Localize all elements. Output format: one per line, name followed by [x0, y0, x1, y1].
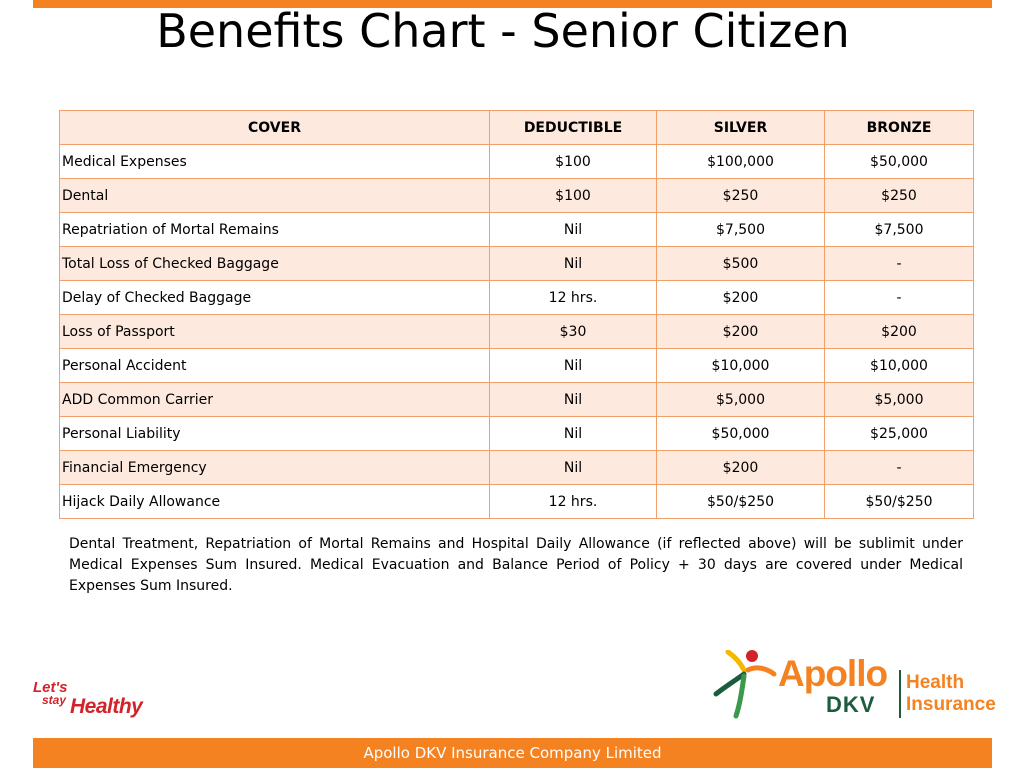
cell-silver: $100,000 — [657, 145, 825, 179]
cell-silver: $200 — [657, 281, 825, 315]
cell-deductible: Nil — [490, 213, 657, 247]
brand-insurance: Insurance — [906, 694, 996, 715]
cell-silver: $5,000 — [657, 383, 825, 417]
cell-bronze: $7,500 — [825, 213, 974, 247]
apollo-dkv-logo — [712, 650, 997, 725]
table-row — [60, 315, 974, 349]
header-deductible: DEDUCTIBLE — [490, 111, 657, 145]
cell-cover: Repatriation of Mortal Remains — [60, 213, 490, 247]
cell-deductible: $30 — [490, 315, 657, 349]
cell-bronze: $200 — [825, 315, 974, 349]
page-title: Benefits Chart - Senior Citizen — [156, 4, 850, 58]
cell-deductible: Nil — [490, 451, 657, 485]
header-silver: SILVER — [657, 111, 825, 145]
cell-bronze: $25,000 — [825, 417, 974, 451]
footer-bar — [33, 738, 992, 768]
brand-apollo: Apollo — [778, 653, 888, 694]
cell-cover: Personal Accident — [60, 349, 490, 383]
cell-deductible: $100 — [490, 179, 657, 213]
logo-divider — [899, 670, 901, 718]
table-row — [60, 383, 974, 417]
cell-cover: Personal Liability — [60, 417, 490, 451]
cell-bronze: $250 — [825, 179, 974, 213]
cell-cover: ADD Common Carrier — [60, 383, 490, 417]
benefits-table-container — [59, 110, 973, 519]
cell-bronze: - — [825, 451, 974, 485]
brand-health: Health — [906, 672, 965, 693]
table-row — [60, 281, 974, 315]
tagline-healthy: Healthy — [70, 695, 143, 718]
cell-cover: Total Loss of Checked Baggage — [60, 247, 490, 281]
cell-silver: $10,000 — [657, 349, 825, 383]
table-row — [60, 247, 974, 281]
cell-bronze: $5,000 — [825, 383, 974, 417]
cell-silver: $500 — [657, 247, 825, 281]
cell-bronze: $50,000 — [825, 145, 974, 179]
tagline-stay: stay — [42, 693, 67, 707]
cell-cover: Loss of Passport — [60, 315, 490, 349]
cell-silver: $200 — [657, 315, 825, 349]
cell-silver: $50,000 — [657, 417, 825, 451]
cell-deductible: 12 hrs. — [490, 485, 657, 519]
cell-cover: Medical Expenses — [60, 145, 490, 179]
footer-company-name: Apollo DKV Insurance Company Limited — [363, 744, 662, 762]
cell-deductible: $100 — [490, 145, 657, 179]
table-row — [60, 145, 974, 179]
cell-cover: Hijack Daily Allowance — [60, 485, 490, 519]
tagline-lets: Let's — [33, 679, 68, 696]
brand-dkv: DKV — [826, 692, 876, 717]
cell-bronze: - — [825, 281, 974, 315]
cell-bronze: - — [825, 247, 974, 281]
cell-deductible: Nil — [490, 247, 657, 281]
cell-bronze: $10,000 — [825, 349, 974, 383]
table-header-row — [60, 111, 974, 145]
cell-silver: $7,500 — [657, 213, 825, 247]
table-row — [60, 417, 974, 451]
cell-cover: Dental — [60, 179, 490, 213]
cell-cover: Financial Emergency — [60, 451, 490, 485]
table-row — [60, 451, 974, 485]
cell-silver: $250 — [657, 179, 825, 213]
cell-cover: Delay of Checked Baggage — [60, 281, 490, 315]
cell-deductible: 12 hrs. — [490, 281, 657, 315]
table-row — [60, 485, 974, 519]
cell-silver: $200 — [657, 451, 825, 485]
header-bronze: BRONZE — [825, 111, 974, 145]
table-row — [60, 213, 974, 247]
table-row — [60, 349, 974, 383]
benefits-table — [59, 110, 974, 519]
table-row — [60, 179, 974, 213]
cell-deductible: Nil — [490, 349, 657, 383]
cell-bronze: $50/$250 — [825, 485, 974, 519]
sublimit-note: Dental Treatment, Repatriation of Mortal Remains and Hospital Daily Allowance (if reflected above) will be sublimit under Medical Expenses Sum Insured. Medical Evacuation and Balance Period of Policy + 30 days are covered under Medical Expenses Sum Insured. — [69, 536, 963, 594]
cell-deductible: Nil — [490, 417, 657, 451]
header-cover: COVER — [60, 111, 490, 145]
cell-deductible: Nil — [490, 383, 657, 417]
apollo-figure-icon — [712, 650, 778, 720]
cell-silver: $50/$250 — [657, 485, 825, 519]
lets-stay-healthy-logo — [30, 676, 150, 726]
